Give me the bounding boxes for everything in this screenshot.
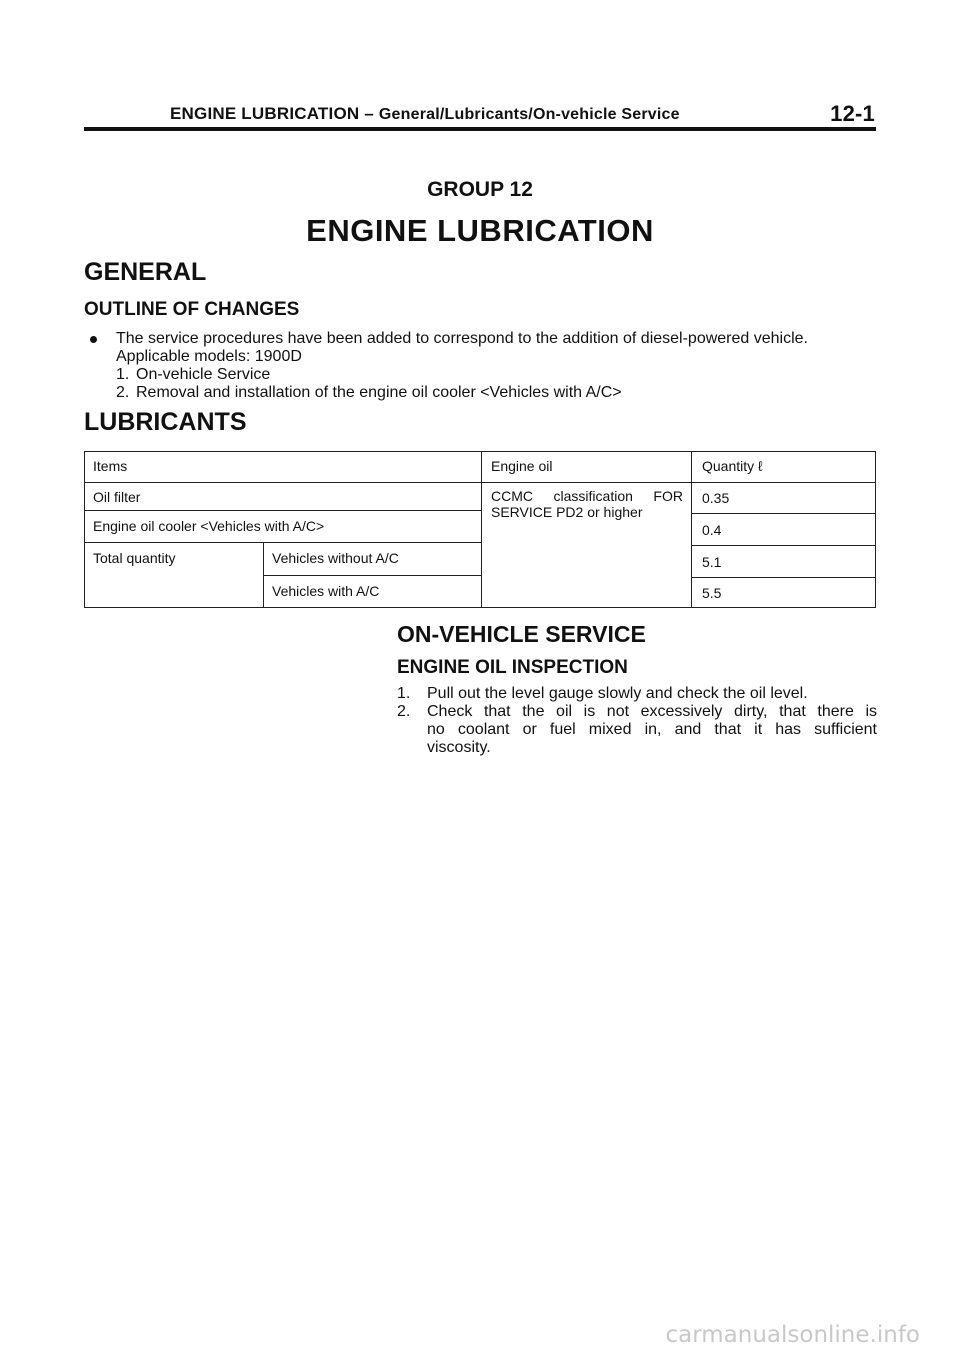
table-cell-without-ac: Vehicles without A/C <box>272 550 399 566</box>
table-divider-h <box>84 510 481 511</box>
lubricants-table <box>84 451 876 608</box>
table-header-engine-oil: Engine oil <box>491 458 553 474</box>
table-divider-h <box>84 482 876 483</box>
table-cell-oil-cooler: Engine oil cooler <Vehicles with A/C> <box>93 518 325 534</box>
outline-item-text: On-vehicle Service <box>136 366 271 383</box>
general-heading: GENERAL <box>84 258 207 286</box>
outline-item-number: 1. <box>116 366 130 383</box>
table-divider-h <box>263 575 481 576</box>
outline-item <box>116 366 876 384</box>
table-divider-h <box>84 542 481 543</box>
table-divider-v <box>691 451 692 608</box>
header-subtitle: General/Lubricants/On-vehicle Service <box>378 106 680 123</box>
header-dash: – <box>364 104 374 123</box>
step-line: viscosity. <box>427 739 491 756</box>
oil-spec-line: SERVICE PD2 or higher <box>491 504 643 520</box>
table-divider-h <box>691 545 876 546</box>
page-number: 12-1 <box>830 101 875 126</box>
step-number: 1. <box>397 685 411 702</box>
running-header <box>170 101 875 128</box>
lubricants-heading: LUBRICANTS <box>84 408 247 436</box>
table-cell-oil-spec <box>491 488 683 520</box>
watermark: carmanualsonline.info <box>665 1322 920 1348</box>
table-cell-quantity: 5.5 <box>702 585 722 601</box>
on-vehicle-heading: ON-VEHICLE SERVICE <box>397 621 646 647</box>
inspection-steps <box>397 685 877 757</box>
table-border-left <box>84 451 85 608</box>
inspection-step <box>397 703 877 757</box>
table-cell-quantity: 0.35 <box>702 490 730 506</box>
table-border-bottom <box>84 607 876 608</box>
table-cell-total-quantity: Total quantity <box>93 550 176 566</box>
table-divider-v <box>481 451 482 608</box>
table-cell-quantity: 0.4 <box>702 522 722 538</box>
header-rule <box>84 127 876 131</box>
step-text <box>427 685 877 703</box>
header-section: ENGINE LUBRICATION <box>170 104 360 123</box>
table-cell-oil-filter: Oil filter <box>93 489 141 505</box>
table-border-right <box>875 451 876 608</box>
outline-item-text: Removal and installation of the engine oil cooler <Vehicles with A/C> <box>136 384 622 401</box>
inspection-step <box>397 685 877 703</box>
table-cell-quantity: 5.1 <box>702 554 722 570</box>
oil-inspection-heading: ENGINE OIL INSPECTION <box>397 657 628 678</box>
table-border-top <box>84 451 876 452</box>
header-title <box>170 104 680 124</box>
table-header-quantity: Quantity ℓ <box>702 458 763 474</box>
step-line: Check that the oil is not excessively dirty, that there is <box>427 703 877 720</box>
step-number: 2. <box>397 703 411 720</box>
step-line: no coolant or fuel mixed in, and that it has sufficient <box>427 721 877 738</box>
bullet-icon <box>90 336 97 343</box>
page-title: ENGINE LUBRICATION <box>306 213 654 248</box>
table-divider-h <box>691 577 876 578</box>
table-header-items: Items <box>93 458 128 474</box>
step-text <box>427 703 877 757</box>
outline-item-number: 2. <box>116 384 130 401</box>
bullet-line: Applicable models: 1900D <box>116 348 302 365</box>
oil-spec-line: CCMC classification FOR <box>491 488 683 504</box>
outline-item <box>116 384 876 402</box>
bullet-text <box>116 330 876 402</box>
outline-heading: OUTLINE OF CHANGES <box>84 299 300 320</box>
group-label: GROUP 12 <box>427 178 533 201</box>
table-cell-with-ac: Vehicles with A/C <box>272 583 380 599</box>
table-divider-h <box>691 513 876 514</box>
step-line: Pull out the level gauge slowly and check the oil level. <box>427 685 808 702</box>
bullet-line: The service procedures have been added to correspond to the addition of diesel-powered vehicle. <box>116 330 808 347</box>
